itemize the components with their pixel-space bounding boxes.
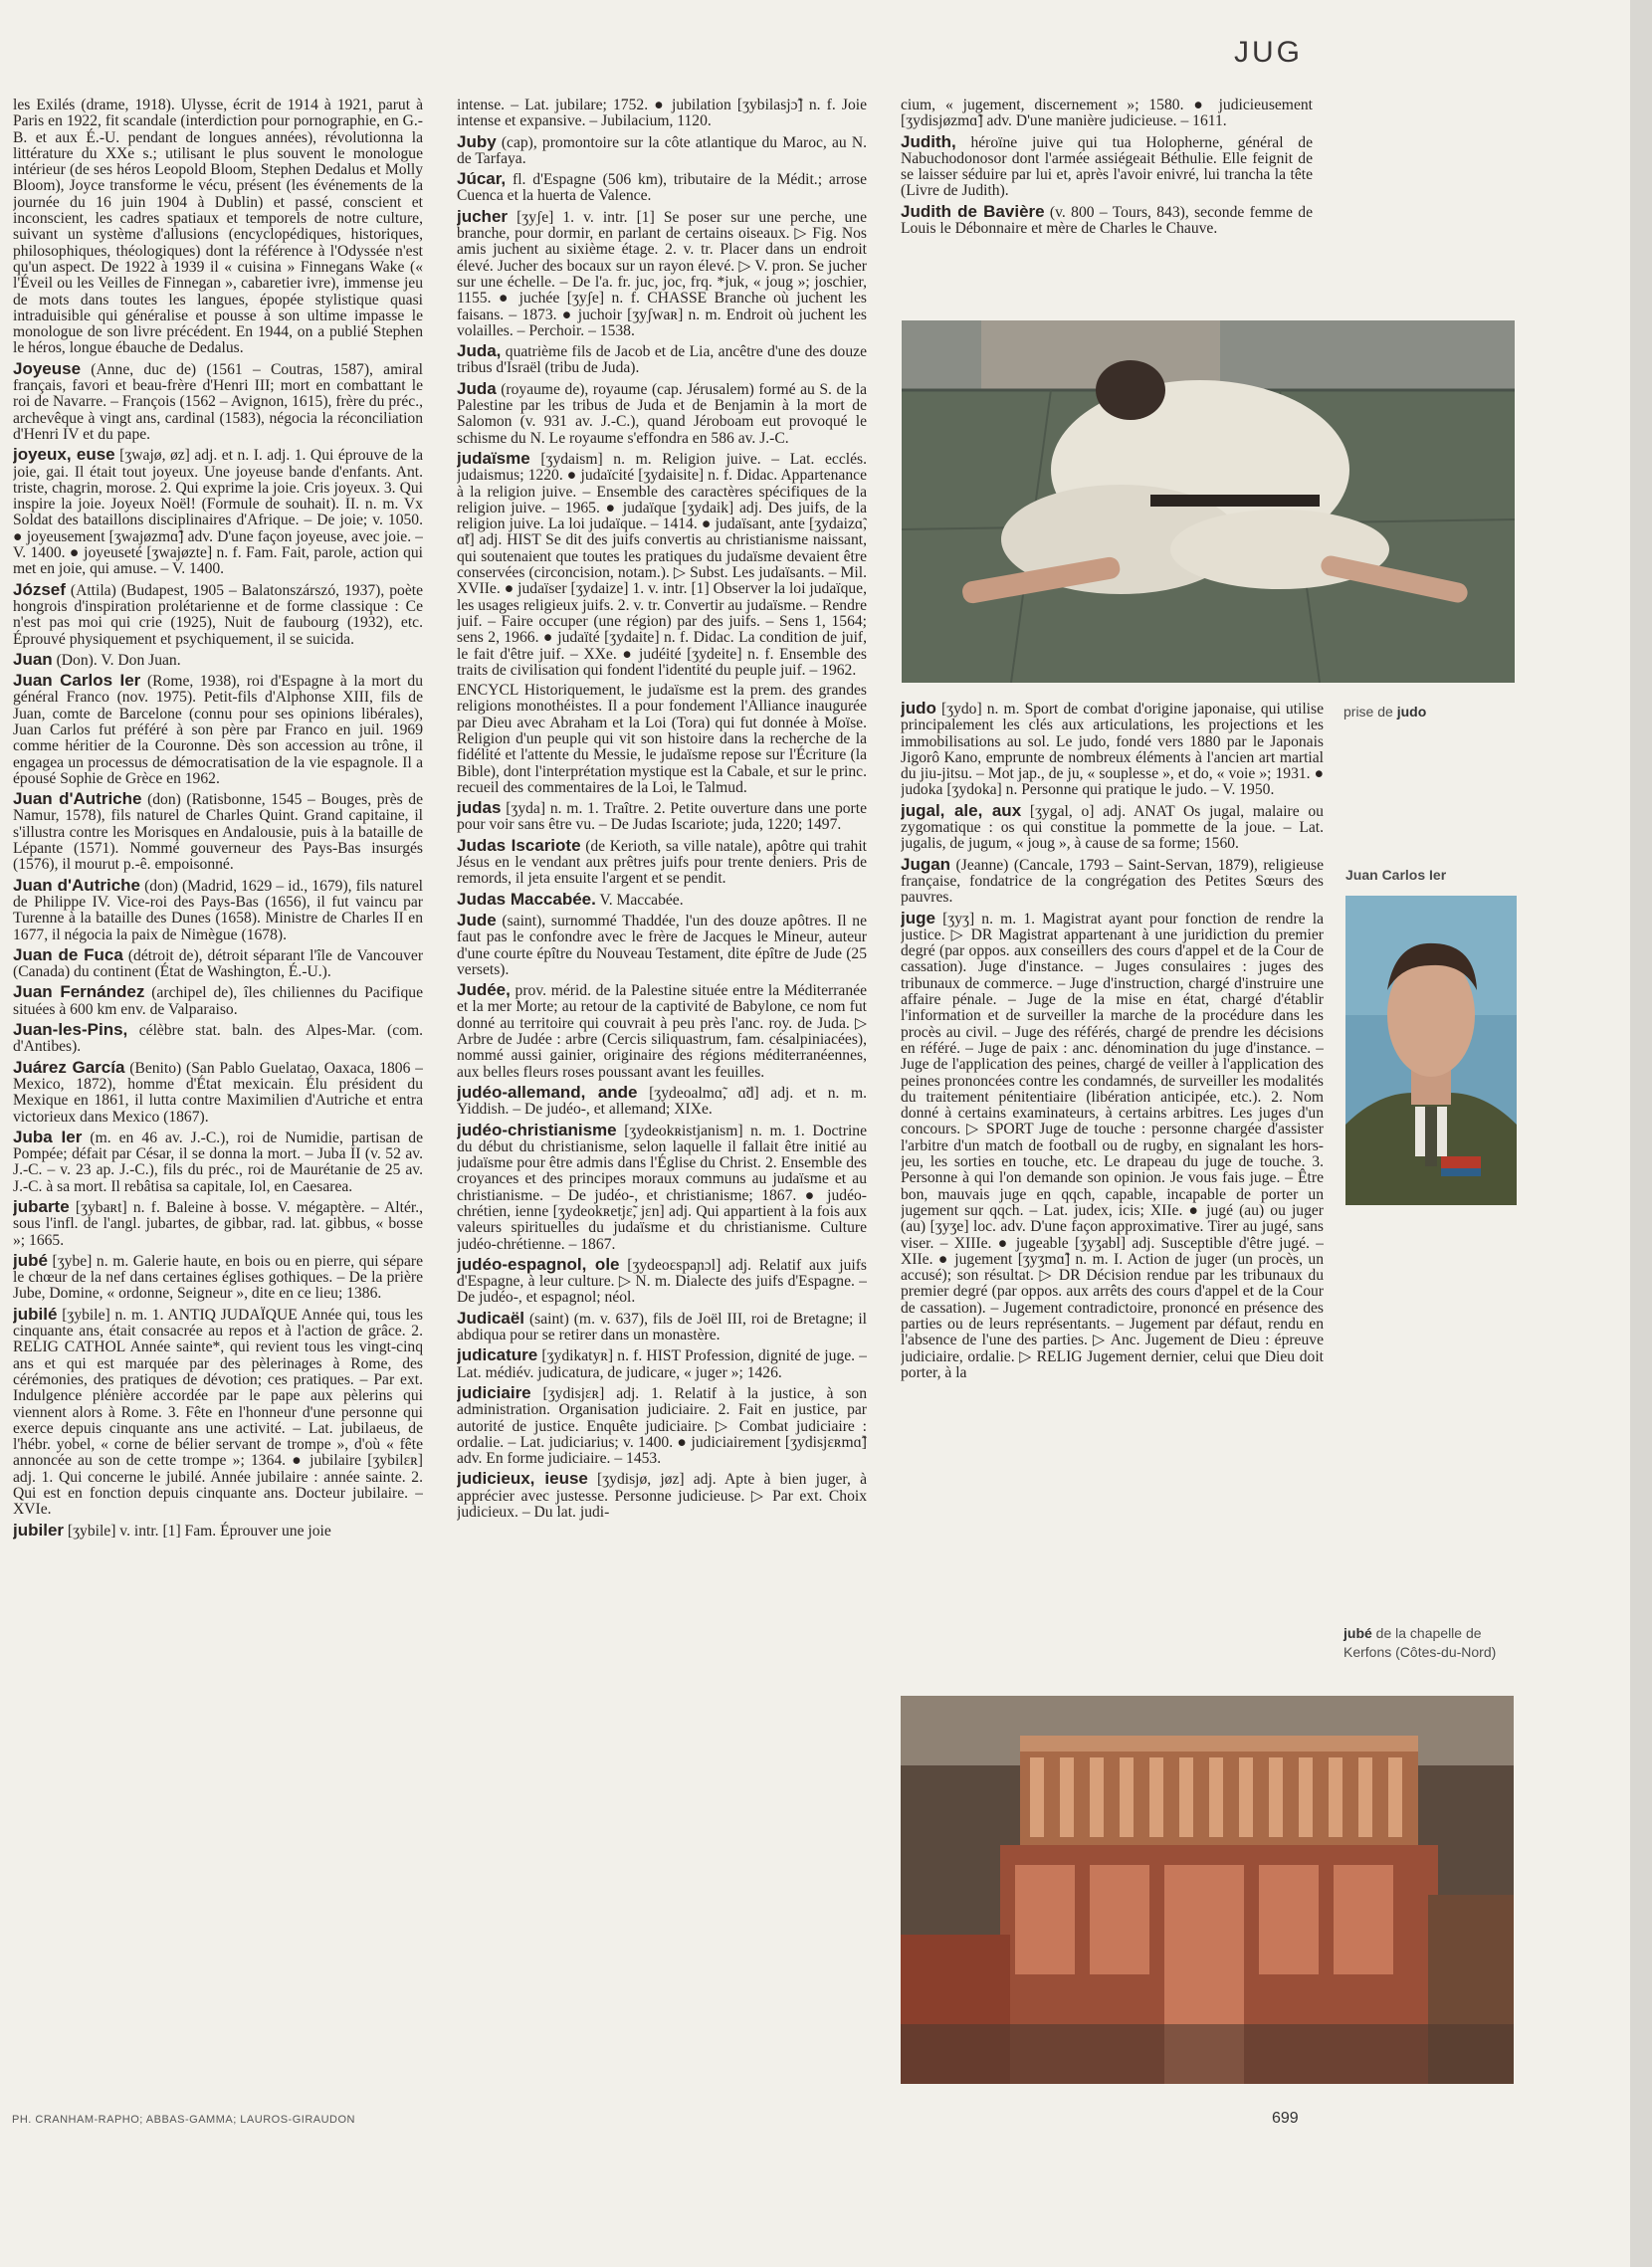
entry-definition: fl. d'Espagne (506 km), tributaire de la Médit.; arrose Cuenca et la huerta de Valence.: [457, 171, 867, 205]
column-2: [457, 98, 867, 2088]
entry-headword: Juda,: [457, 341, 502, 361]
dictionary-entry: [13, 447, 423, 577]
entry-definition: [ʒybaʀt] n. f. Baleine à bosse. V. mégaptère. – Altér., sous l'infl. de l'angl. jubartes, de gibbar, rad. lat. gibbus, « bosse »; 1665.: [13, 1199, 423, 1249]
entry-headword: Juan de Fuca: [13, 944, 123, 964]
entry-headword: Jugan: [901, 854, 951, 874]
entry-definition: [ʒwajø, øz] adj. et n. I. adj. 1. Qui éprouve de la joie, gai. Il était tout joyeux. Une joyeuse bande d'enfants. Ant. triste, chagrin, morose. 2. Qui exprime la joie. Cris joyeux. 3. Qui inspire la joie. Joyeux Noël! (Formule de souhait). II. n. m. Vx Soldat des bataillons disciplinaires d'Afrique. – De joie; v. 1050. ● joyeusement [ʒwajøzmɑ̃] adv. D'une façon joyeuse, avec joie. – V. 1400. ● joyeuseté [ʒwajøzte] n. f. Fam. Fait, parole, action qui met en joie, qui amuse. – V. 1400.: [13, 447, 423, 578]
entry-definition: [ʒyda] n. m. 1. Traître. 2. Petite ouverture dans une porte pour voir sans être vu. – De Judas Iscariote; juda, 1220; 1497.: [457, 800, 867, 834]
entry-definition: [ʒybile] n. m. 1. ANTIQ JUDAÏQUE Année qui, tous les cinquante ans, était consacrée au repos et à l'action de grâce. 2. RELIG CATHOL Année sainte*, qui revient tous les vingt-cinq ans et qui est marquée par des pèlerinages à Rome, des cérémonies, des pratiques de dévotion; ces pratiques. – Par ext. Indulgence plénière accordée par le pape aux pèlerins qui viennent alors à Rome. 3. Fête en l'honneur d'une personne qui exerce depuis cinquante ans une activité. – Lat. jubilaeus, de l'hébr. yobel, « corne de bélier servant de trompe », d'où « fête annoncée au son de cette trompe »; 1364. ● jubilaire [ʒybilɛʀ] adj. 1. Qui concerne le jubilé. Année jubilaire : année sainte. 2. Qui est en fonction depuis cinquante ans. Docteur jubilaire. – XVIe.: [13, 1306, 423, 1519]
dictionary-entry: [457, 1382, 867, 1468]
dictionary-entry: [13, 1304, 423, 1519]
entry-definition: (don) (Ratisbonne, 1545 – Bouges, près de Namur, 1578), fils naturel de Charles Quint. Grand capitaine, il s'illustra contre les Morisques en Andalousie, puis à la bataille de Lépante (1571). Nommé gouverneur des Pays-Bas insurgés (1576), il mourut p.-ê. empoisonné.: [13, 791, 423, 874]
entry-definition: [ʒybile] v. intr. [1] Fam. Éprouver une joie: [64, 1522, 331, 1540]
entry-definition: les Exilés (drame, 1918). Ulysse, écrit de 1914 à 1921, parut à Paris en 1922, fit scandale (interdiction pour pornographie, en G.-B. et aux É.-U. pendant de longues années), révolutionna la littérature du XXe s.; utilisant le plus souvent le monologue intérieur (de ses héros Leopold Bloom, Stephen Dedalus et Molly Bloom), Joyce transforme le vécu, présent (les événements de la journée du 16 juin 1904 à Dublin) et passé, conscient et inconscient, les cadres spatiaux et temporels de notre culture, suivant un système d'allusions (encyclopédiques, historiques, philosophiques, théologiques) dont la référence à l'Odyssée n'est qu'un aspect. De 1922 à 1939 il « cuisina » Finnegans Wake (« l'Éveil ou les Veilles de Finnegan », cabaretier ivre), immense jeu de mots dans toutes les langues, épopée stylistique quasi intraduisible qui généralise et pousse à son ultime impasse le monologue de son livre précédent. En 1944, on a publié Stephen le héros, longue ébauche de Dedalus.: [13, 98, 423, 357]
dictionary-entry: [901, 701, 1324, 799]
entry-definition: (saint) (m. v. 637), fils de Joël III, roi de Bretagne; il abdiqua pour se retirer dans un monastère.: [457, 1310, 867, 1344]
dictionary-entry: [457, 835, 867, 888]
portrait-illustration: [1345, 896, 1517, 1205]
dictionary-entry: [457, 131, 867, 168]
photo-credits: PH. CRANHAM-RAPHO; ABBAS-GAMMA; LAUROS-GIRAUDON: [12, 2114, 355, 2126]
entry-headword: József: [13, 579, 66, 599]
entry-headword: Juan d'Autriche: [13, 789, 142, 809]
dictionary-entry: [13, 1250, 423, 1303]
dictionary-entry: [457, 889, 867, 909]
entry-headword: Judith de Bavière: [901, 201, 1045, 221]
entry-headword: juge: [901, 908, 935, 927]
entry-headword: Juba Ier: [13, 1127, 83, 1146]
entry-headword: Juan: [13, 649, 53, 669]
entry-definition: quatrième fils de Jacob et de Lia, ancêtre d'une des douze tribus d'Israël (tribu de Juda).: [457, 343, 867, 377]
column-1: [13, 98, 423, 2088]
dictionary-entry: [901, 201, 1313, 238]
dictionary-entry: [457, 1082, 867, 1119]
dictionary-entry: [901, 98, 1313, 130]
entry-headword: Juan d'Autriche: [13, 875, 140, 895]
dictionary-entry: [457, 1120, 867, 1253]
entry-definition: V. Maccabée.: [595, 891, 684, 909]
dictionary-entry: [13, 1127, 423, 1195]
entry-definition: [ʒydisjɛʀ] adj. 1. Relatif à la justice, à son administration. Organisation judiciaire. 2. Fait en justice, par autorité de justice. Enquête judiciaire. ▷ Combat judiciaire : ordalie. – Lat. judiciarius; v. 1400. ● judiciairement [ʒydisjɛʀmɑ̃] adv. En forme judiciaire. – 1453.: [457, 1384, 867, 1468]
entry-definition: [ʒydikatyʀ] n. f. HIST Profession, dignité de juge. – Lat. médiév. judicatura, de judicare, « juger »; 1426.: [457, 1347, 867, 1381]
entry-headword: Jude: [457, 910, 497, 929]
dictionary-entry: [13, 1057, 423, 1126]
dictionary-entry: [457, 1471, 867, 1521]
entry-headword: Juby: [457, 131, 497, 151]
dictionary-entry: [901, 854, 1324, 907]
entry-definition: (don) (Madrid, 1629 – id., 1679), fils naturel de Philippe IV. Vice-roi des Pays-Bas (1656), il fut vaincu par Turenne à la bataille des Dunes (1658). Ministre de Charles II en 1677, il négocia la paix de Nimègue (1678).: [13, 877, 423, 943]
entry-headword: Judas Maccabée.: [457, 889, 596, 909]
entry-headword: Juan-les-Pins,: [13, 1020, 128, 1040]
dictionary-entry: [901, 800, 1324, 853]
entry-headword: judiciaire: [457, 1382, 531, 1402]
entry-headword: Judas Iscariote: [457, 835, 581, 855]
king-caption: Juan Carlos Ier: [1345, 867, 1447, 883]
jube-illustration: [901, 1696, 1514, 2084]
entry-definition: célèbre stat. baln. des Alpes-Mar. (com. d'Antibes).: [13, 1022, 423, 1056]
caption-text: prise de: [1343, 704, 1397, 720]
dictionary-entry: [13, 673, 423, 787]
entry-definition: prov. mérid. de la Palestine située entre la Méditerranée et la mer Morte; au retour de la captivité de Babylone, ce nom fut donné au territoire qui couvrait à peu près l'anc. roy. de Juda. ▷ Arbre de Judée : arbre (Cercis siliquastrum, fam. césalpiniacées), nommé aussi gainier, originaire des régions méditerranéennes, aux belles fleurs roses poussant avant les feuilles.: [457, 982, 867, 1081]
dictionary-entry: [13, 984, 423, 1018]
entry-headword: Juda: [457, 378, 497, 398]
dictionary-entry: [13, 1022, 423, 1056]
entry-headword: jubilé: [13, 1304, 58, 1324]
dictionary-entry: [457, 171, 867, 205]
dictionary-entry: [457, 206, 867, 339]
entry-definition: [ʒyʃe] 1. v. intr. [1] Se poser sur une perche, une branche, pour dormir, en parlant de certains oiseaux. ▷ Fig. Nos amis juchent au sixième étage. 2. v. tr. Placer dans un endroit élevé. Jucher des bocaux sur un rayon élevé. ▷ V. pron. Se jucher sur une échelle. – De l'a. fr. juc, joc, frq. *juk, « joug »; joschier, 1155. ● juchée [ʒyʃe] n. f. CHASSE Branche où juchent les faisans. – 1873. ● juchoir [ʒyʃwaʀ] n. m. Endroit où juchent les volailles. – Perchoir. – 1538.: [457, 208, 867, 339]
dictionary-entry: [901, 131, 1313, 200]
judo-photo: [902, 320, 1515, 683]
entry-definition: (m. en 46 av. J.-C.), roi de Numidie, partisan de Pompée; défait par César, il se donna la mort. – Juba II (v. 52 av. J.-C. – v. 23 ap. J.-C.), fils du préc., roi de Maurétanie de 25 av. J.-C. à sa mort. Il rebâtisa sa capitale, Iol, en Caesarea.: [13, 1129, 423, 1195]
entry-definition: (archipel de), îles chiliennes du Pacifique situées à 600 km env. de Valparaiso.: [13, 984, 423, 1018]
page-number: 699: [1272, 2110, 1299, 2127]
entry-definition: (Attila) (Budapest, 1905 – Balatonszárszó, 1937), poète hongrois d'inspiration prolétarienne et de forme classique : Ce n'est pas moi qui crie (1925), Nuit de faubourg (1932), etc. Éprouvé physiquement et psychiquement, il se suicida.: [13, 581, 423, 648]
dictionary-entry: [13, 1199, 423, 1249]
entry-headword: jubiler: [13, 1520, 65, 1540]
column-3-body: [901, 701, 1324, 1686]
dictionary-entry: [13, 1520, 423, 1540]
entry-headword: Juárez García: [13, 1057, 125, 1077]
dictionary-entry: [457, 800, 867, 834]
caption-headword: jubé: [1343, 1625, 1372, 1641]
entry-headword: judas: [457, 798, 502, 818]
entry-definition: (Benito) (San Pablo Guelatao, Oaxaca, 1806 – Mexico, 1872), homme d'État mexicain. Élu président du Mexique en 1861, il lutta contre Maximilien d'Autriche et entra victorieux dans Mexico (1867).: [13, 1059, 423, 1126]
entry-definition: ENCYCL Historiquement, le judaïsme est la prem. des grandes religions monothéistes. Il a pour fondement l'Alliance inaugurée par Dieu avec Abraham et la Loi (Tora) qui fut donnée à Moïse. Religion d'un peuple qui vit son histoire dans la recherche de la fidélité et l'attente du Messie, le judaïsme repose sur l'Écriture (la Bible), dont l'interprétation mystique est la Cabale, et sur le princ. recueil des commentaires de la Loi, le Talmud.: [457, 682, 867, 796]
entry-definition: cium, « jugement, discernement »; 1580. ● judicieusement [ʒydisjøzmɑ̃] adv. D'une manière judicieuse. – 1611.: [901, 98, 1313, 130]
dictionary-entry: [457, 1254, 867, 1307]
king-portrait: [1345, 896, 1517, 1205]
entry-definition: [ʒydisjø, jøz] adj. Apte à bien juger, à apprécier avec justesse. Personne judicieuse. ▷ Par ext. Choix judicieux. – Du lat. judi-: [457, 1471, 867, 1522]
entry-headword: judicieux, ieuse: [457, 1469, 588, 1489]
entry-definition: (détroit de), détroit séparant l'île de Vancouver (Canada) du continent (État de Washington, É.-U.).: [13, 946, 423, 981]
running-head: JUG: [1234, 36, 1303, 69]
entry-definition: héroïne juive qui tua Holopherne, général de Nabuchodonosor dont l'armée assiégeait Béthulie. Elle feignit de se laisser séduire par lui et, après l'avoir enivré, lui trancha la tête (Livre de Judith).: [901, 133, 1313, 200]
dictionary-entry: [457, 448, 867, 679]
dictionary-entry: [13, 98, 423, 357]
entry-headword: Júcar,: [457, 169, 507, 189]
dictionary-entry: [13, 875, 423, 943]
caption-text: de la chapelle de Kerfons (Côtes-du-Nord): [1343, 1625, 1497, 1660]
entry-headword: Juan Fernández: [13, 982, 145, 1002]
entry-definition: [ʒyʒ] n. m. 1. Magistrat ayant pour fonction de rendre la justice. ▷ DR Magistrat appartenant à une juridiction du premier degré (par oppos. aux conseillers des cours d'appel et de la Cour de cassation). Juge d'instance. – Juges consulaires : juges des tribunaux de commerce. – Juge d'instruction, chargé d'instruire une affaire pénale. – Juge de la mise en état, chargé d'établir l'information et de surveiller la marche de la procédure dans les procès au civil. – Juge des référés, chargé de prendre les décisions en référé. – Juge de paix : anc. dénomination du juge d'instance. – Juge de l'application des peines, chargé de veiller à l'application des peines prononcées contre les condamnés, de surveiller les modalités du traitement pénitentiaire (libération anticipée, etc.). 2. Nom donné à certains examinateurs, à certains arbitres. Les juges d'un concours. ▷ SPORT Juge de touche : personne chargée d'assister l'arbitre d'un match de football ou de rugby, en signalant les hors-jeu, les sorties en touche, etc. Le drapeau du juge de touche. 3. Personne à qui l'on demande son opinion. Je vous fais juge. – Être bon, mauvais juge en qqch, capable, incapable de porter un jugement sur qqch. – Lat. judex, icis; XIIe. ● jugé (au) ou juger (au) [ʒyʒe] loc. adv. D'une façon approximative. Tirer au jugé, sans viser. – XIIIe. ● jugeable [ʒyʒabl] adj. Susceptible d'être jugé. – XIIe. ● jugement [ʒyʒmɑ̃] n. m. I. Action de juger (un procès, un accusé); son résultat. ▷ DR Décision rendue par les tribunaux du premier degré (par oppos. aux arrêts des cours d'appel et de la Cour de cassation). – Jugement contradictoire, prononcé en présence des parties ou de leurs représentants. – Jugement par défaut, rendu en l'absence de l'une des parties. ▷ Anc. Jugement de Dieu : épreuve judiciaire, ordalie. ▷ RELIG Jugement dernier, celui que Dieu doit porter, à la: [901, 910, 1324, 1381]
entry-definition: [ʒydeoɛspaɲɔl] adj. Relatif aux juifs d'Espagne, à leur culture. ▷ N. m. Dialecte des juifs d'Espagne. – De judéo-, et espagnol; néol.: [457, 1256, 867, 1307]
dictionary-entry: [13, 358, 423, 443]
dictionary-entry: [13, 944, 423, 981]
entry-headword: Judicaël: [457, 1308, 525, 1328]
entry-definition: (de Kerioth, sa ville natale), apôtre qui trahit Jésus en le vendant aux prêtres juifs pour trente deniers. Pris de remords, il jeta ensuite l'argent et se pendit.: [457, 837, 867, 888]
dictionary-entry: [13, 649, 423, 669]
caption-headword: judo: [1396, 704, 1427, 720]
entry-definition: intense. – Lat. jubilare; 1752. ● jubilation [ʒybilasjɔ̃] n. f. Joie intense et expansive. – Jubilacium, 1120.: [457, 98, 867, 130]
dictionary-entry: [457, 683, 867, 796]
entry-definition: (Rome, 1938), roi d'Espagne à la mort du général Franco (nov. 1975). Petit-fils d'Alphonse XIII, fils de Juan, comte de Barcelone (connu pour ses opinions libérales), Juan Carlos fut préféré à son père par Franco en juil. 1969 comme héritier de la Couronne. Dès son accession au trône, il engagea un processus de démocratisation de la vie espagnole. Il a épousé Sophie de Grèce en 1962.: [13, 673, 423, 787]
entry-headword: judéo-allemand, ande: [457, 1082, 638, 1102]
entry-headword: jucher: [457, 206, 509, 226]
entry-definition: [ʒydeokʀistjanism] n. m. 1. Doctrine du début du christianisme, selon laquelle il fallait être initié au judaïsme pour être admis dans l'Église du Christ. 2. Ensemble des croyances et des principes moraux communs au judaïsme et au christianisme. – De judéo-, et christianisme; 1867. ● judéo-chrétien, ienne [ʒydeokʀetjɛ̃, jɛn] adj. Qui appartient à la fois aux valeurs spirituelles du judaïsme et du christianisme. Culture judéo-chrétienne. – 1867.: [457, 1122, 867, 1253]
dictionary-entry: [457, 343, 867, 377]
judo-caption: [1343, 703, 1543, 721]
entry-definition: (Jeanne) (Cancale, 1793 – Saint-Servan, 1879), religieuse française, fondatrice de la congrégation des Petites Sœurs des pauvres.: [901, 856, 1324, 907]
entry-headword: Juan Carlos Ier: [13, 671, 141, 691]
dictionary-entry: [457, 98, 867, 130]
entry-definition: (v. 800 – Tours, 843), seconde femme de Louis le Débonnaire et mère de Charles le Chauve.: [901, 203, 1313, 238]
entry-definition: (royaume de), royaume (cap. Jérusalem) formé au S. de la Palestine par les tribus de Juda et de Benjamin à la mort de Salomon (v. 931 av. J.-C.), quand Jéroboam eut provoqué le schisme du N. Le royaume s'effondra en 586 av. J.-C.: [457, 380, 867, 447]
entry-headword: judaïsme: [457, 448, 530, 468]
entry-definition: [ʒydeoalmɑ̃, ɑ̃d] adj. et n. m. Yiddish. – De judéo-, et allemand; XIXe.: [457, 1084, 867, 1119]
entry-headword: Judith,: [901, 131, 956, 151]
dictionary-entry: [457, 1308, 867, 1344]
entry-headword: judicature: [457, 1345, 538, 1365]
column-3-top: [901, 98, 1313, 326]
entry-headword: Joyeuse: [13, 358, 82, 378]
entry-definition: [ʒydo] n. m. Sport de combat d'origine japonaise, qui utilise principalement les clés aux articulations, les projections et les immobilisations au sol. Le judo, fondé vers 1880 par le Japonais Jigorô Kano, emprunte de nombreux éléments à l'ancien art martial du jiu-jitsu. – Mot jap., de ju, « souplesse », et do, « voie »; 1931. ● judoka [ʒydoka] n. Personne qui pratique le judo. – V. 1950.: [901, 701, 1324, 799]
page-edge: [1630, 0, 1652, 2267]
entry-headword: judéo-christianisme: [457, 1120, 617, 1139]
entry-definition: (Don). V. Don Juan.: [52, 651, 181, 669]
entry-definition: (Anne, duc de) (1561 – Coutras, 1587), amiral français, favori et beau-frère d'Henri III; mort en combattant le roi de Navarre. – François (1562 – Avignon, 1615), frère du préc., archevêque à vingt ans, cardinal (1583), négocia la réconciliation d'Henri IV et du pape.: [13, 360, 423, 443]
dictionary-entry: [457, 1347, 867, 1381]
entry-headword: jubé: [13, 1250, 48, 1270]
entry-headword: Judée,: [457, 980, 511, 1000]
dictionary-entry: [457, 378, 867, 447]
dictionary-entry: [457, 982, 867, 1081]
entry-headword: judo: [901, 701, 936, 718]
entry-definition: [ʒygal, o] adj. ANAT Os jugal, malaire ou zygomatique : os qui constitue la pommette de la joue. – Lat. jugalis, de jugum, « joug », à cause de sa forme; 1560.: [901, 802, 1324, 853]
entry-headword: jugal, ale, aux: [901, 800, 1022, 820]
entry-headword: jubarte: [13, 1197, 70, 1216]
entry-definition: (cap), promontoire sur la côte atlantique du Maroc, au N. de Tarfaya.: [457, 133, 867, 167]
entry-definition: [ʒybe] n. m. Galerie haute, en bois ou en pierre, qui sépare le chœur de la nef dans certaines églises gothiques. – De la prière Jube, Domine, « ordonne, Seigneur », dite en ce lieu; 1386.: [13, 1252, 423, 1303]
judo-illustration: [902, 320, 1515, 683]
entry-headword: joyeux, euse: [13, 445, 115, 465]
jube-photo: [901, 1696, 1514, 2084]
dictionary-entry: [901, 908, 1324, 1382]
entry-definition: (saint), surnommé Thaddée, l'un des douze apôtres. Il ne faut pas le confondre avec le frère de Jacques le Mineur, auteur d'une courte épître du Nouveau Testament, dite épître de Jude (25 versets).: [457, 912, 867, 978]
dictionary-entry: [457, 910, 867, 978]
dictionary-entry: [13, 791, 423, 873]
dictionary-entry: [13, 579, 423, 648]
entry-headword: judéo-espagnol, ole: [457, 1254, 620, 1274]
entry-definition: [ʒydaism] n. m. Religion juive. – Lat. ecclés. judaismus; 1220. ● judaïcité [ʒydaisite] n. f. Didac. Appartenance à la religion juive. – Ensemble des caractères spécifiques de la religion juive. – 1965. ● judaïque [ʒydaik] adj. Des juifs, de la religion juive. La loi judaïque. – 1414. ● judaïsant, ante [ʒydaizɑ̃, ɑ̃t] adj. HIST Se dit des juifs convertis au christianisme naissant, qui soutenaient que toutes les pratiques du judaïsme devaient être conservées (circoncision, notam.). ▷ Subst. Les judaïsants. – Mil. XVIIe. ● judaïser [ʒydaize] 1. v. intr. [1] Observer la loi judaïque, les usages religieux juifs. 2. v. tr. Convertir au judaïsme. – Rendre juif. – Faire occuper (une région) par des juifs. – Sens 1, 1564; sens 2, 1966. ● judaïté [ʒydaite] n. f. Didac. La condition de juif, le fait d'être juif. – XXe. ● judéité [ʒydeite] n. f. Ensemble des traits de civilisation qui fondent l'identité du peuple juif. – 1962.: [457, 450, 867, 679]
jube-caption: [1343, 1624, 1513, 1662]
